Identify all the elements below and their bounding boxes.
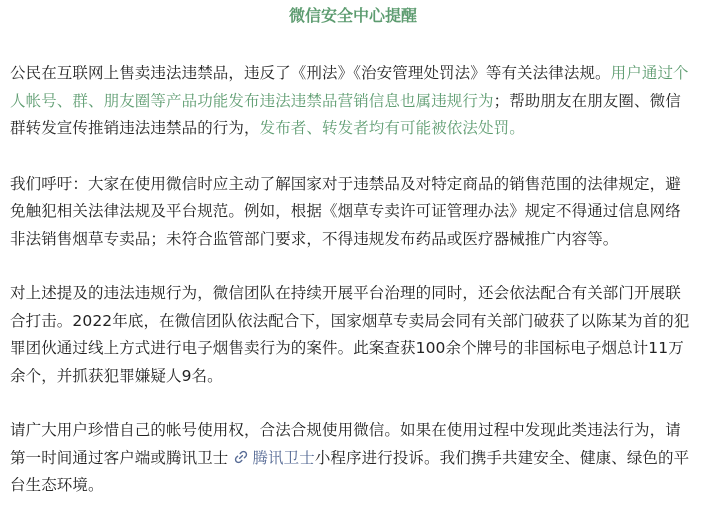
tencent-guard-link-label[interactable]: 腾讯卫士: [252, 448, 315, 467]
paragraph-law-notice: [10, 60, 696, 143]
mini-program-link-icon: [234, 450, 248, 464]
article-title: 微信安全中心提醒: [288, 6, 417, 25]
tencent-guard-link[interactable]: [228, 449, 314, 467]
paragraph-4-text-a: 请广大用户珍惜自己的帐号使用权，合法合规使用微信。如果在使用过程中发现此类违法行为，请第一时间通过客户端或腾讯卫士: [10, 421, 681, 467]
paragraph-1-highlight-b: 发布者、转发者均有可能被依法处罚。: [259, 119, 525, 137]
paragraph-1-highlight-a: 用户通过个人帐号、群、朋友圈等产品功能发布违法违禁品营销信息也属违规行为: [10, 64, 689, 110]
paragraph-appeal: 我们呼吁：大家在使用微信时应主动了解国家对于违禁品及对特定商品的销售范围的法律规定，避免触犯相关法律法规及平台规范。例如，根据《烟草专卖许可证管理办法》规定不得通过信息网络非法销售烟草专卖品；未符合监管部门要求，不得违规发布药品或医疗器械推广内容等。: [10, 174, 681, 248]
paragraph-report: [10, 417, 696, 500]
paragraph-1-text-b: ；帮助朋友在朋友圈、微信群转发宣传推销违法违禁品的行为，: [10, 91, 681, 137]
paragraph-1-text-a: 公民在互联网上售卖违法违禁品，违反了《刑法》《治安管理处罚法》等有关法律法规。: [10, 64, 611, 82]
paragraph-4-text-b: 小程序进行投诉。我们携手共建安全、健康、绿色的平台生态环境。: [10, 448, 690, 494]
paragraph-enforcement: 对上述提及的违法违规行为，微信团队在持续开展平台治理的同时，还会依法配合有关部门开展联合打击。2022年底，在微信团队依法配合下，国家烟草专卖局会同有关部门破获了以陈某为首的犯罪团伙通过线上方式进行电子烟售卖行为的案件。此案查获100余个牌号的非国标电子烟总计11万余个，并抓获犯罪嫌疑人9名。: [10, 284, 690, 385]
